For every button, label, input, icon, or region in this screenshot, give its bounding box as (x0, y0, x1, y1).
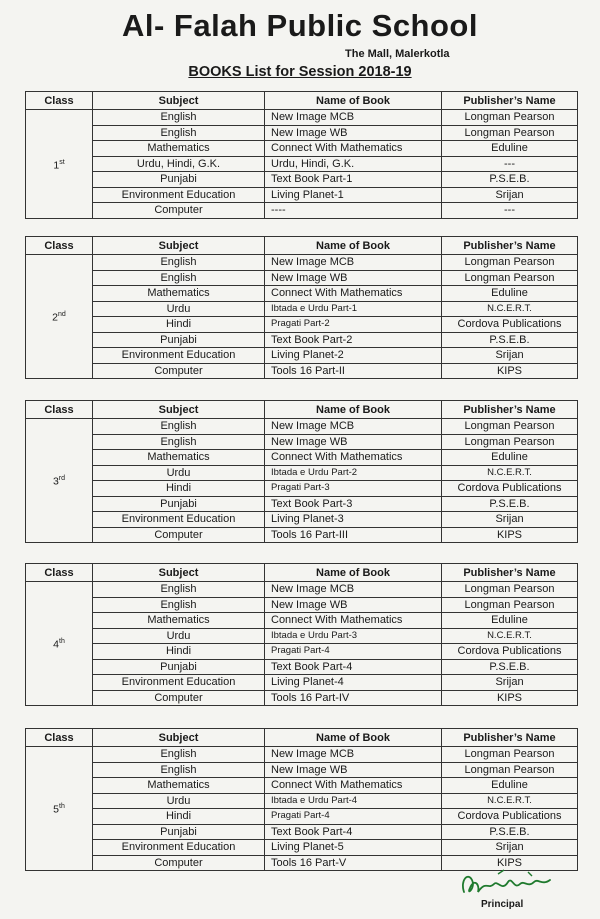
column-header-publisher: Publisher’s Name (442, 564, 578, 582)
class-table (25, 563, 578, 706)
column-header-book: Name of Book (265, 92, 442, 110)
table-row (26, 465, 578, 481)
table-row (26, 419, 578, 435)
table-row (26, 110, 578, 126)
book-name-cell: New Image MCB (265, 419, 442, 435)
school-name: Al- Falah Public School (122, 8, 478, 43)
class-number: 3 (52, 475, 59, 488)
column-header-class: Class (26, 729, 93, 747)
book-name-cell: Pragati Part-3 (265, 481, 442, 497)
table-row (26, 597, 578, 613)
book-name-cell: Tools 16 Part-V (265, 855, 442, 871)
table-row (26, 824, 578, 840)
column-header-publisher: Publisher’s Name (442, 729, 578, 747)
book-name-cell: New Image MCB (265, 747, 442, 763)
subject-cell: Urdu (93, 628, 265, 644)
subject-cell: Environment Education (93, 187, 265, 203)
publisher-cell: N.C.E.R.T. (442, 301, 578, 317)
publisher-cell: KIPS (442, 855, 578, 871)
book-name-cell: Pragati Part-4 (265, 644, 442, 660)
subject-cell: Hindi (93, 481, 265, 497)
book-name-cell: New Image MCB (265, 582, 442, 598)
subject-cell: Computer (93, 527, 265, 543)
class-table (25, 400, 578, 543)
subject-cell: English (93, 762, 265, 778)
subject-cell: Hindi (93, 317, 265, 333)
subject-cell: Environment Education (93, 512, 265, 528)
subject-cell: Mathematics (93, 450, 265, 466)
book-name-cell: Ibtada e Urdu Part-2 (265, 465, 442, 481)
publisher-cell: P.S.E.B. (442, 332, 578, 348)
table-row (26, 582, 578, 598)
table-row (26, 747, 578, 763)
publisher-cell: Cordova Publications (442, 317, 578, 333)
class-table (25, 236, 578, 379)
table-row (26, 659, 578, 675)
column-header-publisher: Publisher’s Name (442, 401, 578, 419)
table-row (26, 496, 578, 512)
book-name-cell: New Image WB (265, 434, 442, 450)
book-name-cell: Living Planet-4 (265, 675, 442, 691)
subject-cell: English (93, 255, 265, 271)
class-suffix: th (59, 638, 65, 646)
table-row (26, 332, 578, 348)
subject-cell: Mathematics (93, 613, 265, 629)
subject-cell: English (93, 270, 265, 286)
publisher-cell: Longman Pearson (442, 419, 578, 435)
class-cell (26, 110, 93, 219)
publisher-cell: Longman Pearson (442, 747, 578, 763)
subject-cell: Computer (93, 203, 265, 219)
column-header-class: Class (26, 237, 93, 255)
publisher-cell: Eduline (442, 141, 578, 157)
principal-label: Principal (481, 899, 524, 910)
publisher-cell: Cordova Publications (442, 644, 578, 660)
book-name-cell: Tools 16 Part-III (265, 527, 442, 543)
column-header-publisher: Publisher’s Name (442, 92, 578, 110)
subject-cell: Computer (93, 690, 265, 706)
publisher-cell: Eduline (442, 286, 578, 302)
book-name-cell: Connect With Mathematics (265, 286, 442, 302)
subject-cell: English (93, 597, 265, 613)
publisher-cell: P.S.E.B. (442, 824, 578, 840)
class-table (25, 91, 578, 219)
publisher-cell: Eduline (442, 613, 578, 629)
class-number: 4 (53, 638, 59, 651)
book-name-cell: Text Book Part-2 (265, 332, 442, 348)
table-row (26, 778, 578, 794)
subject-cell: English (93, 419, 265, 435)
column-header-book: Name of Book (265, 564, 442, 582)
subject-cell: Punjabi (93, 659, 265, 675)
book-name-cell: New Image WB (265, 125, 442, 141)
publisher-cell: Srijan (442, 675, 578, 691)
publisher-cell: Longman Pearson (442, 255, 578, 271)
publisher-cell: P.S.E.B. (442, 496, 578, 512)
book-name-cell: Living Planet-5 (265, 840, 442, 856)
table-row (26, 301, 578, 317)
publisher-cell: Srijan (442, 840, 578, 856)
publisher-cell: KIPS (442, 527, 578, 543)
table-header-row (26, 401, 578, 419)
class-cell (26, 419, 93, 543)
column-header-publisher: Publisher’s Name (442, 237, 578, 255)
table-header-row (26, 729, 578, 747)
subject-cell: Urdu, Hindi, G.K. (93, 156, 265, 172)
publisher-cell: Cordova Publications (442, 481, 578, 497)
book-name-cell: Ibtada e Urdu Part-1 (265, 301, 442, 317)
column-header-subject: Subject (93, 401, 265, 419)
book-name-cell: ---- (265, 203, 442, 219)
book-name-cell: Ibtada e Urdu Part-3 (265, 628, 442, 644)
book-name-cell: Connect With Mathematics (265, 613, 442, 629)
book-name-cell: Living Planet-2 (265, 348, 442, 364)
book-name-cell: New Image MCB (265, 255, 442, 271)
subject-cell: Environment Education (93, 675, 265, 691)
subject-cell: English (93, 582, 265, 598)
table-row (26, 434, 578, 450)
subject-cell: English (93, 434, 265, 450)
class-number: 1 (53, 159, 60, 171)
table-row (26, 793, 578, 809)
subject-cell: Mathematics (93, 141, 265, 157)
publisher-cell: Srijan (442, 512, 578, 528)
table-header-row (26, 92, 578, 110)
book-name-cell: Pragati Part-4 (265, 809, 442, 825)
book-name-cell: New Image WB (265, 762, 442, 778)
book-name-cell: New Image WB (265, 270, 442, 286)
column-header-book: Name of Book (265, 729, 442, 747)
book-name-cell: Connect With Mathematics (265, 778, 442, 794)
table-row (26, 270, 578, 286)
table-row (26, 628, 578, 644)
publisher-cell: Longman Pearson (442, 125, 578, 141)
table-row (26, 141, 578, 157)
table-row (26, 675, 578, 691)
book-name-cell: Tools 16 Part-II (265, 363, 442, 379)
publisher-cell: Cordova Publications (442, 809, 578, 825)
subject-cell: English (93, 747, 265, 763)
class-suffix: rd (58, 475, 66, 483)
column-header-class: Class (26, 564, 93, 582)
book-name-cell: Pragati Part-2 (265, 317, 442, 333)
publisher-cell: P.S.E.B. (442, 659, 578, 675)
book-name-cell: New Image WB (265, 597, 442, 613)
table-row (26, 450, 578, 466)
class-suffix: th (59, 803, 65, 811)
table-row (26, 203, 578, 219)
table-row (26, 613, 578, 629)
publisher-cell: --- (442, 203, 578, 219)
publisher-cell: Longman Pearson (442, 582, 578, 598)
publisher-cell: KIPS (442, 363, 578, 379)
book-name-cell: Urdu, Hindi, G.K. (265, 156, 442, 172)
publisher-cell: N.C.E.R.T. (442, 628, 578, 644)
publisher-cell: N.C.E.R.T. (442, 465, 578, 481)
publisher-cell: N.C.E.R.T. (442, 793, 578, 809)
publisher-cell: Eduline (442, 778, 578, 794)
class-cell (26, 255, 93, 379)
book-name-cell: Text Book Part-3 (265, 496, 442, 512)
table-row (26, 690, 578, 706)
column-header-subject: Subject (93, 564, 265, 582)
subject-cell: Punjabi (93, 172, 265, 188)
subject-cell: Mathematics (93, 778, 265, 794)
subject-cell: English (93, 125, 265, 141)
table-row (26, 286, 578, 302)
class-table (25, 728, 578, 871)
column-header-subject: Subject (93, 729, 265, 747)
subject-cell: Computer (93, 855, 265, 871)
table-row (26, 156, 578, 172)
publisher-cell: Longman Pearson (442, 270, 578, 286)
table-row (26, 512, 578, 528)
class-suffix: st (59, 158, 65, 166)
class-cell (26, 747, 93, 871)
table-row (26, 255, 578, 271)
subject-cell: Urdu (93, 301, 265, 317)
session-title: BOOKS List for Session 2018-19 (188, 64, 412, 80)
column-header-book: Name of Book (265, 401, 442, 419)
column-header-subject: Subject (93, 92, 265, 110)
class-number: 5 (53, 803, 59, 816)
table-row (26, 644, 578, 660)
subject-cell: Mathematics (93, 286, 265, 302)
book-name-cell: Ibtada e Urdu Part-4 (265, 793, 442, 809)
book-name-cell: Text Book Part-4 (265, 824, 442, 840)
table-header-row (26, 237, 578, 255)
publisher-cell: Longman Pearson (442, 762, 578, 778)
column-header-class: Class (26, 92, 93, 110)
publisher-cell: P.S.E.B. (442, 172, 578, 188)
table-row (26, 187, 578, 203)
book-name-cell: Text Book Part-1 (265, 172, 442, 188)
subject-cell: Punjabi (93, 824, 265, 840)
subject-cell: Urdu (93, 793, 265, 809)
column-header-subject: Subject (93, 237, 265, 255)
principal-signature (458, 862, 558, 902)
book-name-cell: Connect With Mathematics (265, 141, 442, 157)
subject-cell: Hindi (93, 644, 265, 660)
publisher-cell: Longman Pearson (442, 434, 578, 450)
table-row (26, 172, 578, 188)
subject-cell: Punjabi (93, 332, 265, 348)
column-header-class: Class (26, 401, 93, 419)
school-address: The Mall, Malerkotla (345, 48, 450, 60)
subject-cell: Environment Education (93, 348, 265, 364)
table-row (26, 125, 578, 141)
book-name-cell: Living Planet-3 (265, 512, 442, 528)
book-name-cell: New Image MCB (265, 110, 442, 126)
subject-cell: Environment Education (93, 840, 265, 856)
table-row (26, 481, 578, 497)
publisher-cell: Longman Pearson (442, 110, 578, 126)
publisher-cell: Srijan (442, 187, 578, 203)
table-row (26, 317, 578, 333)
subject-cell: English (93, 110, 265, 126)
book-name-cell: Tools 16 Part-IV (265, 690, 442, 706)
subject-cell: Punjabi (93, 496, 265, 512)
subject-cell: Hindi (93, 809, 265, 825)
table-header-row (26, 564, 578, 582)
column-header-book: Name of Book (265, 237, 442, 255)
table-row (26, 527, 578, 543)
table-row (26, 762, 578, 778)
table-row (26, 809, 578, 825)
book-name-cell: Connect With Mathematics (265, 450, 442, 466)
publisher-cell: --- (442, 156, 578, 172)
table-row (26, 840, 578, 856)
publisher-cell: KIPS (442, 690, 578, 706)
class-suffix: nd (58, 311, 66, 319)
subject-cell: Urdu (93, 465, 265, 481)
table-row (26, 348, 578, 364)
publisher-cell: Srijan (442, 348, 578, 364)
book-name-cell: Living Planet-1 (265, 187, 442, 203)
book-name-cell: Text Book Part-4 (265, 659, 442, 675)
class-cell (26, 582, 93, 706)
publisher-cell: Longman Pearson (442, 597, 578, 613)
subject-cell: Computer (93, 363, 265, 379)
publisher-cell: Eduline (442, 450, 578, 466)
table-row (26, 363, 578, 379)
class-number: 2 (52, 311, 59, 324)
